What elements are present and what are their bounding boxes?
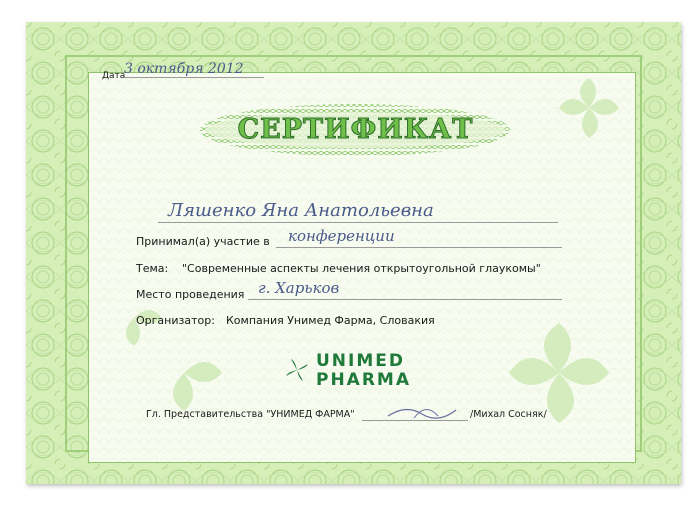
venue-line bbox=[248, 299, 562, 300]
venue-label: Место проведения bbox=[136, 288, 245, 301]
signature-label: Гл. Представительства "УНИМЕД ФАРМА" bbox=[146, 409, 355, 420]
venue-value: г. Харьков bbox=[258, 279, 340, 297]
date-label: Дата bbox=[102, 71, 126, 81]
organizer-value: Компания Унимед Фарма, Словакия bbox=[226, 314, 435, 327]
signatory-name: /Михал Сосняк/ bbox=[470, 409, 547, 420]
logo-text-pharma: PHARMA bbox=[316, 370, 412, 390]
name-line bbox=[158, 222, 558, 223]
logo-text-unimed: UNIMED bbox=[316, 351, 405, 371]
topic-label: Тема: bbox=[136, 262, 169, 275]
date-value: 3 октября 2012 bbox=[124, 61, 244, 77]
organizer-label: Организатор: bbox=[136, 314, 215, 327]
participation-label: Принимал(а) участие в bbox=[136, 235, 270, 248]
participation-value: конференции bbox=[288, 227, 395, 245]
topic-value: "Современные аспекты лечения открытоугольной глаукомы" bbox=[182, 262, 541, 275]
participation-line bbox=[276, 247, 562, 248]
signature-scribble bbox=[386, 400, 466, 422]
recipient-name: Ляшенко Яна Анатольевна bbox=[168, 200, 434, 221]
date-line bbox=[124, 77, 264, 78]
certificate-title: СЕРТИФИКАТ bbox=[237, 114, 474, 145]
certificate bbox=[26, 22, 681, 484]
unimed-logo-icon bbox=[282, 355, 312, 385]
